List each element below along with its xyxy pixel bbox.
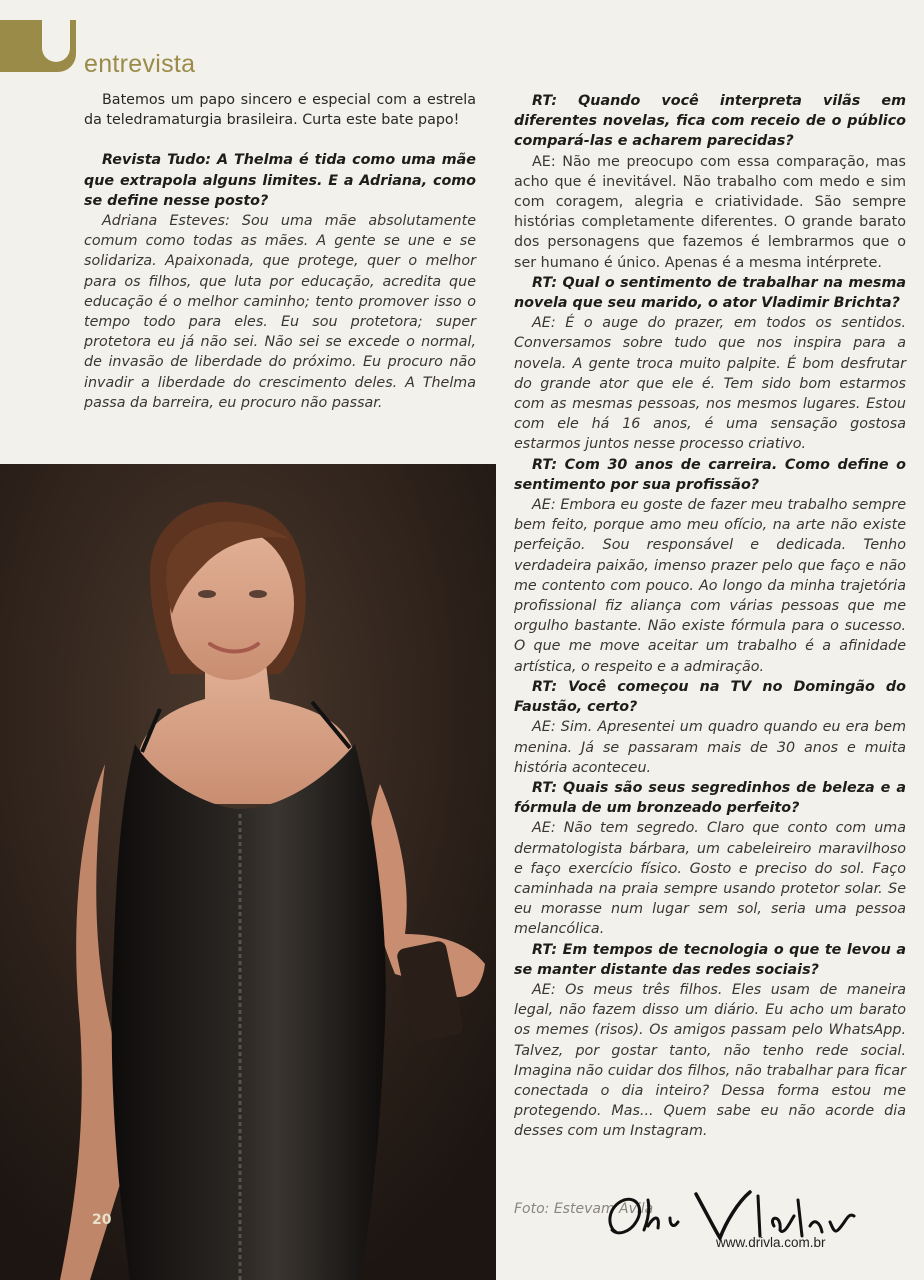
interview-question: RT: Qual o sentimento de trabalhar na mesma novela que seu marido, o ator Vladimir Brichta? xyxy=(514,274,906,312)
interview-answer: Adriana Esteves: Sou uma mãe absolutamente comum como todas as mães. A gente se une e se solidariza. Apaixonada, que protege, quer o melhor para os filhos, que luta por educação, acredita que educação é o melhor caminho; tento promover isso o tempo todo para eles. Eu sou protetora; super protetora eu já não sei. Não sei se excede o normal, de invasão de liberdade do próximo. Eu procuro não invadir a liberdade do crescimento deles. A Thelma passa da barreira, eu procuro não passar. xyxy=(84,213,476,411)
interview-answer: AE: Embora eu goste de fazer meu trabalho sempre bem feito, porque amo meu ofício, na arte não existe perfeição. Sou responsável e dedicada. Tenho verdadeira paixão, imenso prazer pelo que faço e não me contento com pouco. Ao longo da minha trajetória profissional fiz aliança com várias pessoas que me orgulho bastante. Não existe fórmula para o sucesso. O que me move aceitar um trabalho é a afinidade artística, o respeito e a admiração. xyxy=(514,497,906,675)
interview-question: RT: Você começou na TV no Domingão do Faustão, certo? xyxy=(514,678,906,716)
right-column xyxy=(514,91,906,1142)
interview-question: RT: Quais são seus segredinhos de beleza e a fórmula de um bronzeado perfeito? xyxy=(514,779,906,817)
interview-question: RT: Em tempos de tecnologia o que te levou a se manter distante das redes sociais? xyxy=(514,941,906,978)
intro-paragraph: Batemos um papo sincero e especial com a estrela da teledramaturgia brasileira. Curta este bate papo! xyxy=(84,92,476,129)
interview-answer: AE: Sim. Apresentei um quadro quando eu era bem menina. Já se passaram mais de 30 anos e muita história aconteceu. xyxy=(514,719,906,776)
section-title: entrevista xyxy=(84,50,196,78)
section-marker-icon xyxy=(0,20,76,72)
portrait-photo xyxy=(0,464,496,1280)
interview-question: RT: Quando você interpreta vilãs em diferentes novelas, fica com receio de o público compará-las e acharem parecidas? xyxy=(514,93,906,150)
page-number: 20 xyxy=(92,1212,112,1228)
interview-question: RT: Com 30 anos de carreira. Como define o sentimento por sua profissão? xyxy=(514,456,906,493)
interview-answer: AE: É o auge do prazer, em todos os sentidos. Conversamos sobre tudo que nos inspira para a novela. A gente troca muito palpite. É bom desfrutar do grande ator que ele é. Tem sido bom estarmos com as mesmas pessoas, nos mesmos lugares. Estou com ele há 16 anos, é uma sensação gostosa estarmos juntos nesse processo criativo. xyxy=(514,315,906,453)
interview-answer: AE: Os meus três filhos. Eles usam de maneira legal, não fazem disso um diário. Eu acho um barato os memes (risos). Os amigos passam pelo WhatsApp. Talvez, por gostar tanto, não tenho rede social. Imagina não cuidar dos filhos, não trabalhar para ficar conectada o dia inteiro? Dessa forma estou me protegendo. Mas... Quem sabe eu não acorde dia desses com um Instagram. xyxy=(514,981,906,1140)
photo-credit: Foto: Estevam Avila xyxy=(514,1201,654,1217)
website-url: www.drivla.com.br xyxy=(716,1235,826,1250)
interview-question: Revista Tudo: A Thelma é tida como uma mãe que extrapola alguns limites. E a Adriana, como se define nesse posto? xyxy=(84,152,476,209)
interview-answer: AE: Não tem segredo. Claro que conto com uma dermatologista bárbara, um cabeleireiro maravilhoso e faço exercício físico. Gosto e preciso do sol. Faço caminhada na praia sempre usando protetor solar. Se eu morasse num lugar sem sol, seria uma pessoa melancólica. xyxy=(514,820,906,938)
interview-answer: AE: Não me preocupo com essa comparação, mas acho que é inevitável. Não trabalho com medo e sim com coragem, alegria e criatividade. São sempre histórias completamente diferentes. O grande barato dos personagens que fazemos é lembrarmos que o ser humano é único. Apenas é a mesma intérprete. xyxy=(514,153,906,271)
left-column xyxy=(84,90,476,413)
